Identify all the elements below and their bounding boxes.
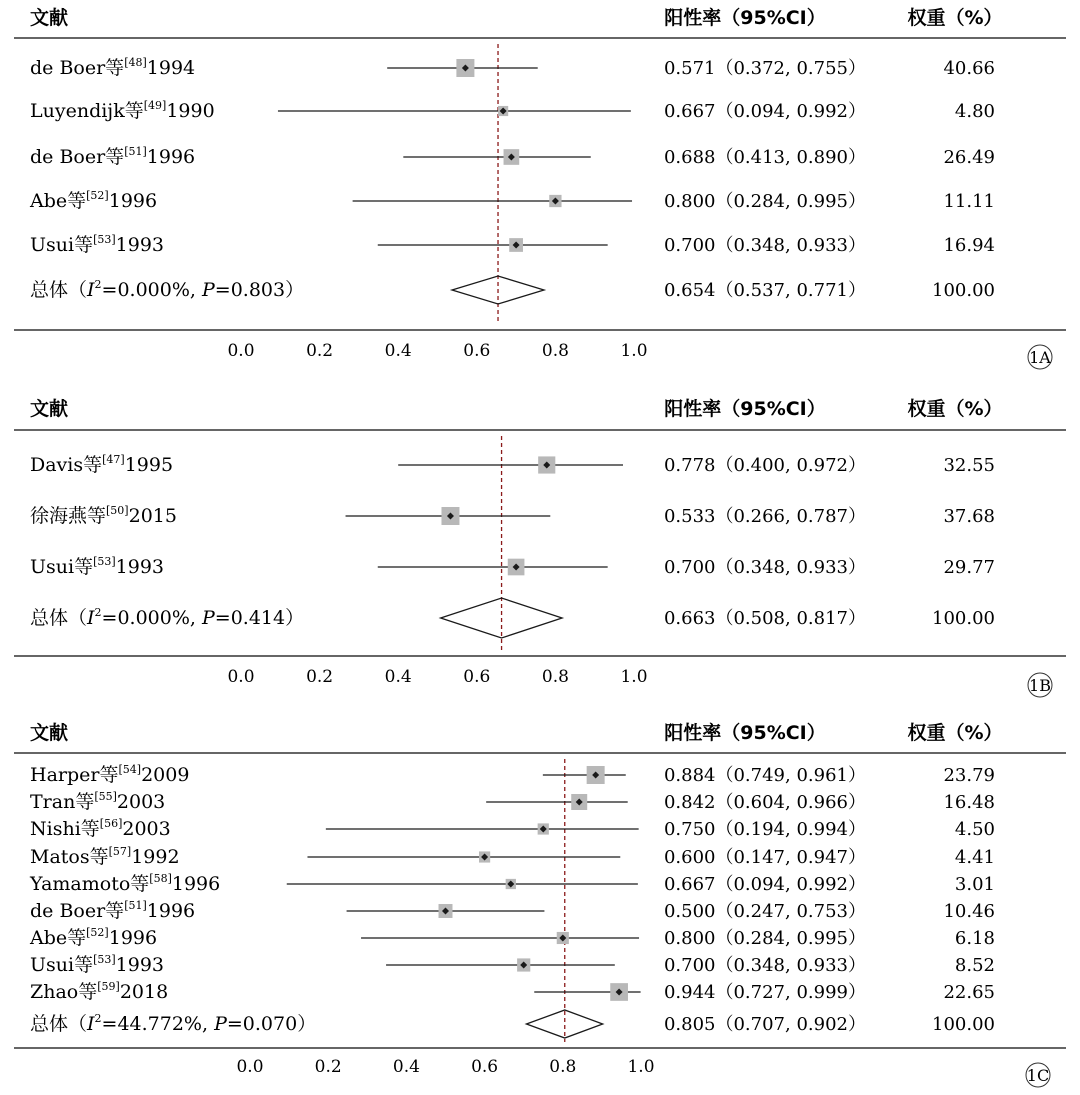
- i2-symbol: I: [87, 607, 95, 629]
- panel-1A: [14, 6, 1066, 369]
- study-label: [29, 872, 220, 895]
- rate-ci-value: 0.688（0.413, 0.890）: [663, 147, 866, 168]
- panel-1C: [14, 721, 1066, 1087]
- study-author: 徐海燕等: [30, 505, 107, 527]
- rate-ci-value: 0.500（0.247, 0.753）: [663, 901, 866, 922]
- overall-label: [30, 278, 304, 301]
- study-author: Tran等: [30, 791, 95, 813]
- x-tick-label: 0.6: [471, 1057, 499, 1077]
- weight-value: 10.46: [943, 901, 995, 922]
- i2-superscript: 2: [94, 1012, 102, 1025]
- p-value: =0.414）: [214, 607, 305, 629]
- rate-ci-value: 0.571（0.372, 0.755）: [663, 58, 866, 79]
- rate-ci-value: 0.884（0.749, 0.961）: [663, 765, 866, 786]
- weight-value: 23.79: [943, 765, 995, 786]
- rate-ci-value: 0.944（0.727, 0.999）: [663, 982, 866, 1003]
- x-tick-label: 0.6: [463, 341, 491, 361]
- overall-label: [30, 1012, 316, 1035]
- rate-column-header: 阳性率（95%CI）: [664, 7, 826, 29]
- study-author: Davis等: [30, 454, 103, 476]
- p-symbol: P: [201, 607, 215, 629]
- study-ref: [57]: [108, 845, 132, 858]
- study-label: [30, 145, 195, 168]
- study-author: Abe等: [30, 927, 87, 949]
- study-label: [30, 790, 165, 813]
- study-ref: [54]: [118, 763, 142, 776]
- x-tick-label: 0.0: [236, 1057, 264, 1077]
- weight-value: 4.41: [954, 847, 995, 868]
- study-label: [30, 56, 195, 79]
- x-tick-label: 1.0: [620, 341, 648, 361]
- study-year: 1995: [124, 454, 174, 476]
- panel-badge-label: 1A: [1029, 348, 1051, 367]
- rate-column-header: 阳性率（95%CI）: [664, 722, 826, 744]
- rate-ci-value: 0.700（0.348, 0.933）: [663, 235, 866, 256]
- x-tick-label: 0.8: [549, 1057, 577, 1077]
- weight-column-header: 权重（%）: [907, 7, 1003, 29]
- rate-ci-value: 0.800（0.284, 0.995）: [663, 928, 866, 949]
- x-tick-label: 0.4: [392, 1057, 420, 1077]
- x-tick-label: 0.4: [384, 341, 412, 361]
- study-year: 2015: [128, 505, 177, 527]
- study-column-header: 文献: [30, 722, 69, 744]
- panel-badge-label: 1B: [1029, 676, 1051, 695]
- x-tick-label: 0.0: [227, 341, 255, 361]
- rate-ci-value: 0.600（0.147, 0.947）: [663, 847, 866, 868]
- study-year: 2003: [116, 791, 166, 813]
- study-author: Yamamoto等: [30, 873, 150, 895]
- panel-1B: [14, 397, 1066, 697]
- study-column-header: 文献: [30, 398, 69, 420]
- weight-column-header: 权重（%）: [907, 398, 1003, 420]
- study-author: Nishi等: [30, 818, 100, 840]
- weight-value: 3.01: [954, 874, 995, 895]
- overall-label: [30, 606, 304, 629]
- weight-value: 11.11: [943, 191, 995, 212]
- rate-ci-value: 0.800（0.284, 0.995）: [663, 191, 866, 212]
- study-ref: [53]: [93, 555, 116, 568]
- study-year: 2009: [141, 764, 190, 786]
- study-ref: [59]: [97, 980, 120, 993]
- rate-ci-value: 0.778（0.400, 0.972）: [663, 455, 866, 476]
- study-label: [30, 555, 164, 578]
- i2-superscript: 2: [94, 278, 102, 291]
- study-year: 1993: [115, 954, 165, 976]
- overall-prefix: 总体（: [30, 607, 88, 629]
- weight-value: 16.94: [943, 235, 995, 256]
- x-tick-label: 0.8: [541, 667, 569, 687]
- study-ref: [48]: [124, 56, 147, 69]
- heterogeneity-stats: =0.000%,: [101, 607, 202, 629]
- study-year: 1996: [108, 927, 158, 949]
- study-author: Zhao等: [30, 981, 98, 1003]
- study-label: [30, 99, 215, 122]
- weight-value: 8.52: [954, 955, 995, 976]
- x-tick-label: 0.6: [463, 667, 491, 687]
- study-author: de Boer等: [30, 57, 125, 79]
- rate-ci-value: 0.700（0.348, 0.933）: [663, 955, 866, 976]
- x-tick-label: 0.4: [384, 667, 412, 687]
- x-tick-label: 0.2: [314, 1057, 342, 1077]
- study-author: Abe等: [30, 190, 87, 212]
- overall-prefix: 总体（: [30, 1013, 88, 1035]
- study-ref: [50]: [106, 504, 129, 517]
- overall-rate-ci: 0.663（0.508, 0.817）: [663, 608, 866, 629]
- p-value: =0.070）: [226, 1013, 317, 1035]
- x-tick-label: 0.8: [541, 341, 569, 361]
- weight-value: 29.77: [943, 557, 995, 578]
- study-year: 1996: [108, 190, 158, 212]
- study-author: Matos等: [30, 846, 109, 868]
- study-year: 1994: [146, 57, 196, 79]
- weight-value: 26.49: [943, 147, 995, 168]
- rate-ci-value: 0.700（0.348, 0.933）: [663, 557, 866, 578]
- study-author: de Boer等: [30, 900, 125, 922]
- overall-weight: 100.00: [932, 1014, 995, 1035]
- x-tick-label: 0.2: [306, 341, 334, 361]
- study-ref: [55]: [94, 790, 117, 803]
- x-tick-label: 1.0: [627, 1057, 655, 1077]
- study-author: Usui等: [30, 234, 94, 256]
- study-author: Harper等: [30, 764, 119, 786]
- study-year: 1993: [115, 234, 165, 256]
- rate-ci-value: 0.667（0.094, 0.992）: [663, 101, 866, 122]
- i2-symbol: I: [87, 1013, 95, 1035]
- study-label: [30, 504, 177, 527]
- study-author: Luyendijk等: [30, 100, 144, 122]
- weight-value: 4.80: [954, 101, 995, 122]
- study-ref: [53]: [93, 953, 116, 966]
- overall-rate-ci: 0.654（0.537, 0.771）: [663, 280, 866, 301]
- weight-value: 37.68: [943, 506, 995, 527]
- study-label: [30, 233, 164, 256]
- x-tick-label: 0.2: [306, 667, 334, 687]
- study-year: 1993: [115, 556, 165, 578]
- rate-ci-value: 0.750（0.194, 0.994）: [663, 819, 866, 840]
- study-author: Usui等: [30, 556, 94, 578]
- heterogeneity-stats: =44.772%,: [101, 1013, 215, 1035]
- study-label: [29, 926, 157, 949]
- study-label: [30, 980, 168, 1003]
- study-label: [30, 899, 195, 922]
- study-ref: [47]: [102, 453, 125, 466]
- weight-value: 16.48: [943, 792, 995, 813]
- i2-symbol: I: [87, 279, 95, 301]
- weight-value: 32.55: [943, 455, 995, 476]
- study-year: 2003: [122, 818, 171, 840]
- study-ref: [51]: [124, 145, 147, 158]
- study-year: 1996: [146, 146, 196, 168]
- study-ref: [51]: [124, 899, 147, 912]
- study-year: 1996: [146, 900, 196, 922]
- study-year: 1996: [171, 873, 221, 895]
- study-ref: [52]: [86, 189, 109, 202]
- overall-weight: 100.00: [932, 608, 995, 629]
- study-author: Usui等: [30, 954, 94, 976]
- study-label: [30, 453, 173, 476]
- weight-value: 40.66: [943, 58, 995, 79]
- weight-value: 4.50: [954, 819, 995, 840]
- study-label: [30, 763, 189, 786]
- p-symbol: P: [201, 279, 215, 301]
- weight-value: 22.65: [943, 982, 995, 1003]
- x-tick-label: 0.0: [227, 667, 255, 687]
- study-label: [30, 845, 180, 868]
- panel-badge-label: 1C: [1026, 1066, 1050, 1085]
- study-author: de Boer等: [30, 146, 125, 168]
- heterogeneity-stats: =0.000%,: [101, 279, 202, 301]
- study-label: [29, 189, 157, 212]
- study-ref: [53]: [93, 233, 116, 246]
- rate-ci-value: 0.842（0.604, 0.966）: [663, 792, 866, 813]
- rate-ci-value: 0.667（0.094, 0.992）: [663, 874, 866, 895]
- study-year: 1990: [166, 100, 215, 122]
- i2-superscript: 2: [94, 606, 102, 619]
- study-label: [30, 817, 171, 840]
- overall-rate-ci: 0.805（0.707, 0.902）: [663, 1014, 866, 1035]
- p-value: =0.803）: [214, 279, 305, 301]
- rate-ci-value: 0.533（0.266, 0.787）: [663, 506, 866, 527]
- study-year: 2018: [119, 981, 169, 1003]
- overall-weight: 100.00: [932, 280, 995, 301]
- study-label: [30, 953, 164, 976]
- p-symbol: P: [214, 1013, 227, 1035]
- study-ref: [56]: [99, 817, 123, 830]
- study-ref: [58]: [149, 872, 172, 885]
- study-year: 1992: [131, 846, 180, 868]
- x-tick-label: 1.0: [620, 667, 648, 687]
- weight-value: 6.18: [954, 928, 995, 949]
- study-column-header: 文献: [30, 7, 69, 29]
- rate-column-header: 阳性率（95%CI）: [664, 398, 826, 420]
- study-ref: [52]: [86, 926, 109, 939]
- study-ref: [49]: [143, 99, 167, 112]
- overall-prefix: 总体（: [30, 279, 88, 301]
- weight-column-header: 权重（%）: [907, 722, 1003, 744]
